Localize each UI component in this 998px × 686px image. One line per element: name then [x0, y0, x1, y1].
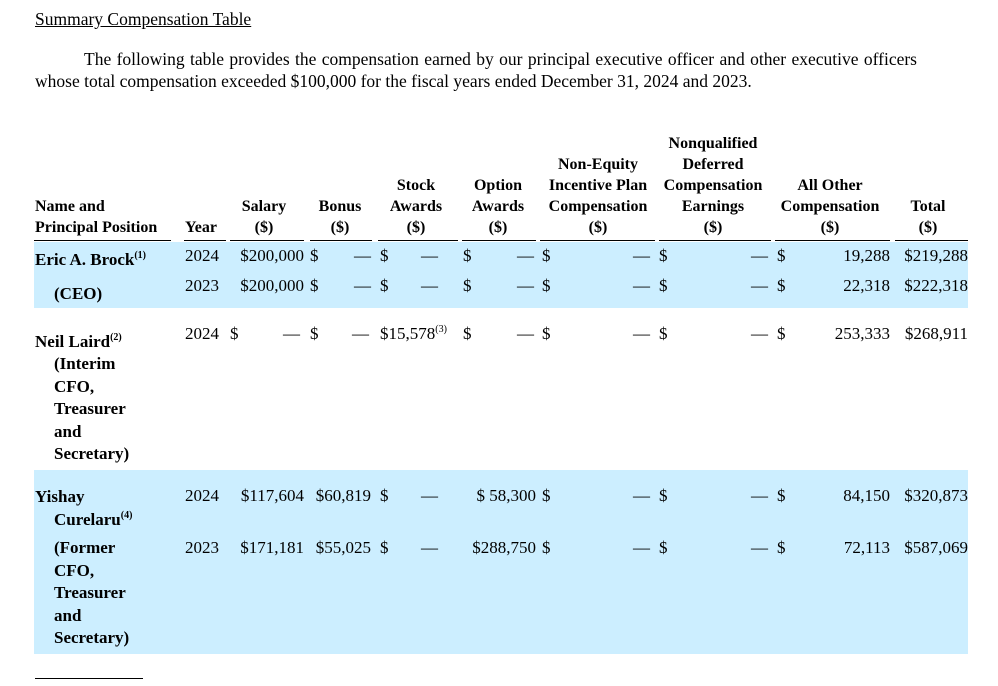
header-salary-line2: ($)	[254, 219, 274, 236]
role-line: (Former	[54, 538, 116, 557]
header-rule-year	[184, 240, 226, 241]
cell-dash: —	[633, 276, 650, 295]
cell-year: 2024	[185, 324, 219, 343]
cell-dollar: $	[310, 246, 319, 265]
header-option-line2: Awards	[471, 198, 525, 215]
cell-dollar: $	[380, 538, 389, 557]
cell-all-other: 22,318	[843, 276, 890, 295]
cell-dash: —	[751, 324, 768, 343]
cell-dollar: $	[310, 324, 319, 343]
cell-dash: —	[633, 246, 650, 265]
cell-dash: —	[633, 538, 650, 557]
role-line: (Interim	[54, 354, 116, 373]
cell-dollar: $	[777, 486, 786, 505]
role-line: Secretary)	[54, 628, 130, 648]
role-line: CFO,	[54, 376, 95, 396]
cell-total: $222,318	[904, 276, 968, 295]
cell-dollar: $	[659, 246, 668, 265]
cell-option: $ 58,300	[476, 486, 536, 505]
cell-dollar: $	[777, 276, 786, 295]
cell-dash: —	[751, 486, 768, 505]
header-option-line3: ($)	[488, 219, 508, 236]
cell-dash: —	[751, 538, 768, 557]
person-name-brock: Eric A. Brock$^{(1)}$	[35, 250, 146, 269]
cell-dash: —	[421, 486, 438, 505]
cell-dash: —	[751, 246, 768, 265]
cell-salary: $117,604	[240, 486, 304, 505]
cell-dollar: $	[659, 486, 668, 505]
cell-all-other: 72,113	[843, 538, 890, 557]
cell-year: 2024	[185, 246, 219, 265]
header-year: Year	[185, 219, 217, 236]
header-stock-line3: ($)	[406, 219, 426, 236]
cell-bonus: $60,819	[315, 486, 371, 505]
person-role-brock: (CEO)	[54, 284, 103, 303]
cell-dollar: $	[542, 538, 551, 557]
cell-salary: $171,181	[240, 538, 304, 557]
cell-total: $587,069	[904, 538, 968, 557]
header-rule-nonequity	[540, 240, 655, 241]
header-allother-line1: All Other	[797, 177, 863, 194]
header-stock-line1: Stock	[396, 177, 436, 194]
role-line: and	[54, 421, 82, 441]
table-heading: Summary Compensation Table	[35, 9, 252, 29]
person-name-laird: Neil Laird$^{(2)}$	[35, 332, 122, 351]
cell-dollar: $	[542, 246, 551, 265]
cell-dollar: $	[542, 276, 551, 295]
cell-dash: —	[352, 324, 369, 343]
header-nqdc-line2: Deferred	[682, 156, 744, 173]
cell-dollar: $	[659, 538, 668, 557]
header-nqdc-line5: ($)	[703, 219, 723, 236]
cell-total: $268,911	[904, 324, 968, 343]
header-allother-line3: ($)	[820, 219, 840, 236]
cell-dollar: $	[380, 276, 389, 295]
header-bonus-line1: Bonus	[318, 198, 362, 215]
cell-total: $320,873	[904, 486, 968, 505]
person-role-curelaru	[54, 537, 129, 650]
header-option-line1: Option	[473, 177, 522, 194]
header-nonequity-line1: Non-Equity	[557, 156, 639, 173]
header-nqdc-line1: Nonqualified	[668, 135, 758, 152]
cell-year: 2023	[185, 276, 219, 295]
cell-dash: —	[517, 324, 534, 343]
cell-year: 2024	[185, 486, 219, 505]
cell-salary: $200,000	[240, 246, 304, 265]
header-rule-total	[895, 240, 968, 241]
cell-dash: —	[421, 246, 438, 265]
person-name-curelaru-line1: Yishay	[35, 487, 85, 506]
role-line: CFO,	[54, 560, 95, 580]
cell-dollar: $	[380, 486, 389, 505]
cell-dash: —	[354, 246, 371, 265]
cell-dollar: $	[463, 246, 472, 265]
cell-all-other: 19,288	[843, 246, 890, 265]
header-rule-salary	[230, 240, 304, 241]
footnote-ref-4: (4)	[120, 510, 133, 521]
footnote-separator	[35, 678, 143, 679]
cell-dollar: $	[310, 276, 319, 295]
header-rule-name	[34, 240, 171, 241]
header-rule-option	[462, 240, 536, 241]
cell-dollar: $	[777, 246, 786, 265]
role-line: Treasurer	[54, 583, 126, 603]
cell-option: $288,750	[472, 538, 536, 557]
header-total-line1: Total	[910, 198, 946, 215]
cell-year: 2023	[185, 538, 219, 557]
cell-dash: —	[517, 246, 534, 265]
header-bonus-line2: ($)	[330, 219, 350, 236]
header-rule-nqdc	[659, 240, 771, 241]
cell-dollar: $	[542, 486, 551, 505]
cell-dollar: $	[777, 538, 786, 557]
footnote-ref-1: (1)	[134, 250, 146, 261]
role-line: Secretary)	[54, 444, 130, 464]
header-name-line2: Principal Position	[35, 219, 158, 236]
cell-dollar: $	[542, 324, 551, 343]
role-line: and	[54, 605, 82, 625]
cell-dash: —	[517, 276, 534, 295]
intro-paragraph: The following table provides the compensation earned by our principal executive officer and other executive officers whose total compensation exceeded $100,000 for the fiscal years ended December 31, 2024 and 2023.	[35, 49, 917, 91]
cell-all-other: 84,150	[843, 486, 890, 505]
cell-all-other: 253,333	[834, 324, 890, 343]
cell-dash: —	[633, 324, 650, 343]
header-nqdc-line3: Compensation	[663, 177, 763, 194]
header-allother-line2: Compensation	[780, 198, 880, 215]
header-name-line1: Name and	[35, 198, 105, 215]
header-nonequity-line2: Incentive Plan	[548, 177, 648, 194]
header-nonequity-line3: Compensation	[548, 198, 648, 215]
cell-dollar: $	[230, 324, 239, 343]
cell-dollar: $	[380, 246, 389, 265]
person-role-laird	[54, 353, 129, 466]
cell-stock: $15,578$^{(3)}$	[380, 324, 447, 343]
header-rule-stock	[378, 240, 458, 241]
cell-dash: —	[633, 486, 650, 505]
role-line: Treasurer	[54, 399, 126, 419]
cell-dollar: $	[659, 276, 668, 295]
cell-dollar: $	[659, 324, 668, 343]
cell-dash: —	[354, 276, 371, 295]
cell-dash: —	[751, 276, 768, 295]
person-name-curelaru-line2: Curelaru$^{(4)}$	[54, 510, 133, 529]
cell-dollar: $	[463, 324, 472, 343]
cell-dash: —	[421, 276, 438, 295]
header-nonequity-line4: ($)	[588, 219, 608, 236]
cell-total: $219,288	[904, 246, 968, 265]
cell-bonus: $55,025	[315, 538, 371, 557]
header-total-line2: ($)	[918, 219, 938, 236]
footnote-ref-3: (3)	[435, 324, 447, 335]
cell-dash: —	[283, 324, 300, 343]
header-stock-line2: Awards	[389, 198, 443, 215]
header-rule-bonus	[310, 240, 372, 241]
header-nqdc-line4: Earnings	[681, 198, 745, 215]
cell-dollar: $	[463, 276, 472, 295]
header-salary-line1: Salary	[241, 198, 287, 215]
cell-salary: $200,000	[240, 276, 304, 295]
cell-dash: —	[421, 538, 438, 557]
cell-dollar: $	[777, 324, 786, 343]
footnote-ref-2: (2)	[110, 332, 122, 343]
header-rule-allother	[775, 240, 890, 241]
